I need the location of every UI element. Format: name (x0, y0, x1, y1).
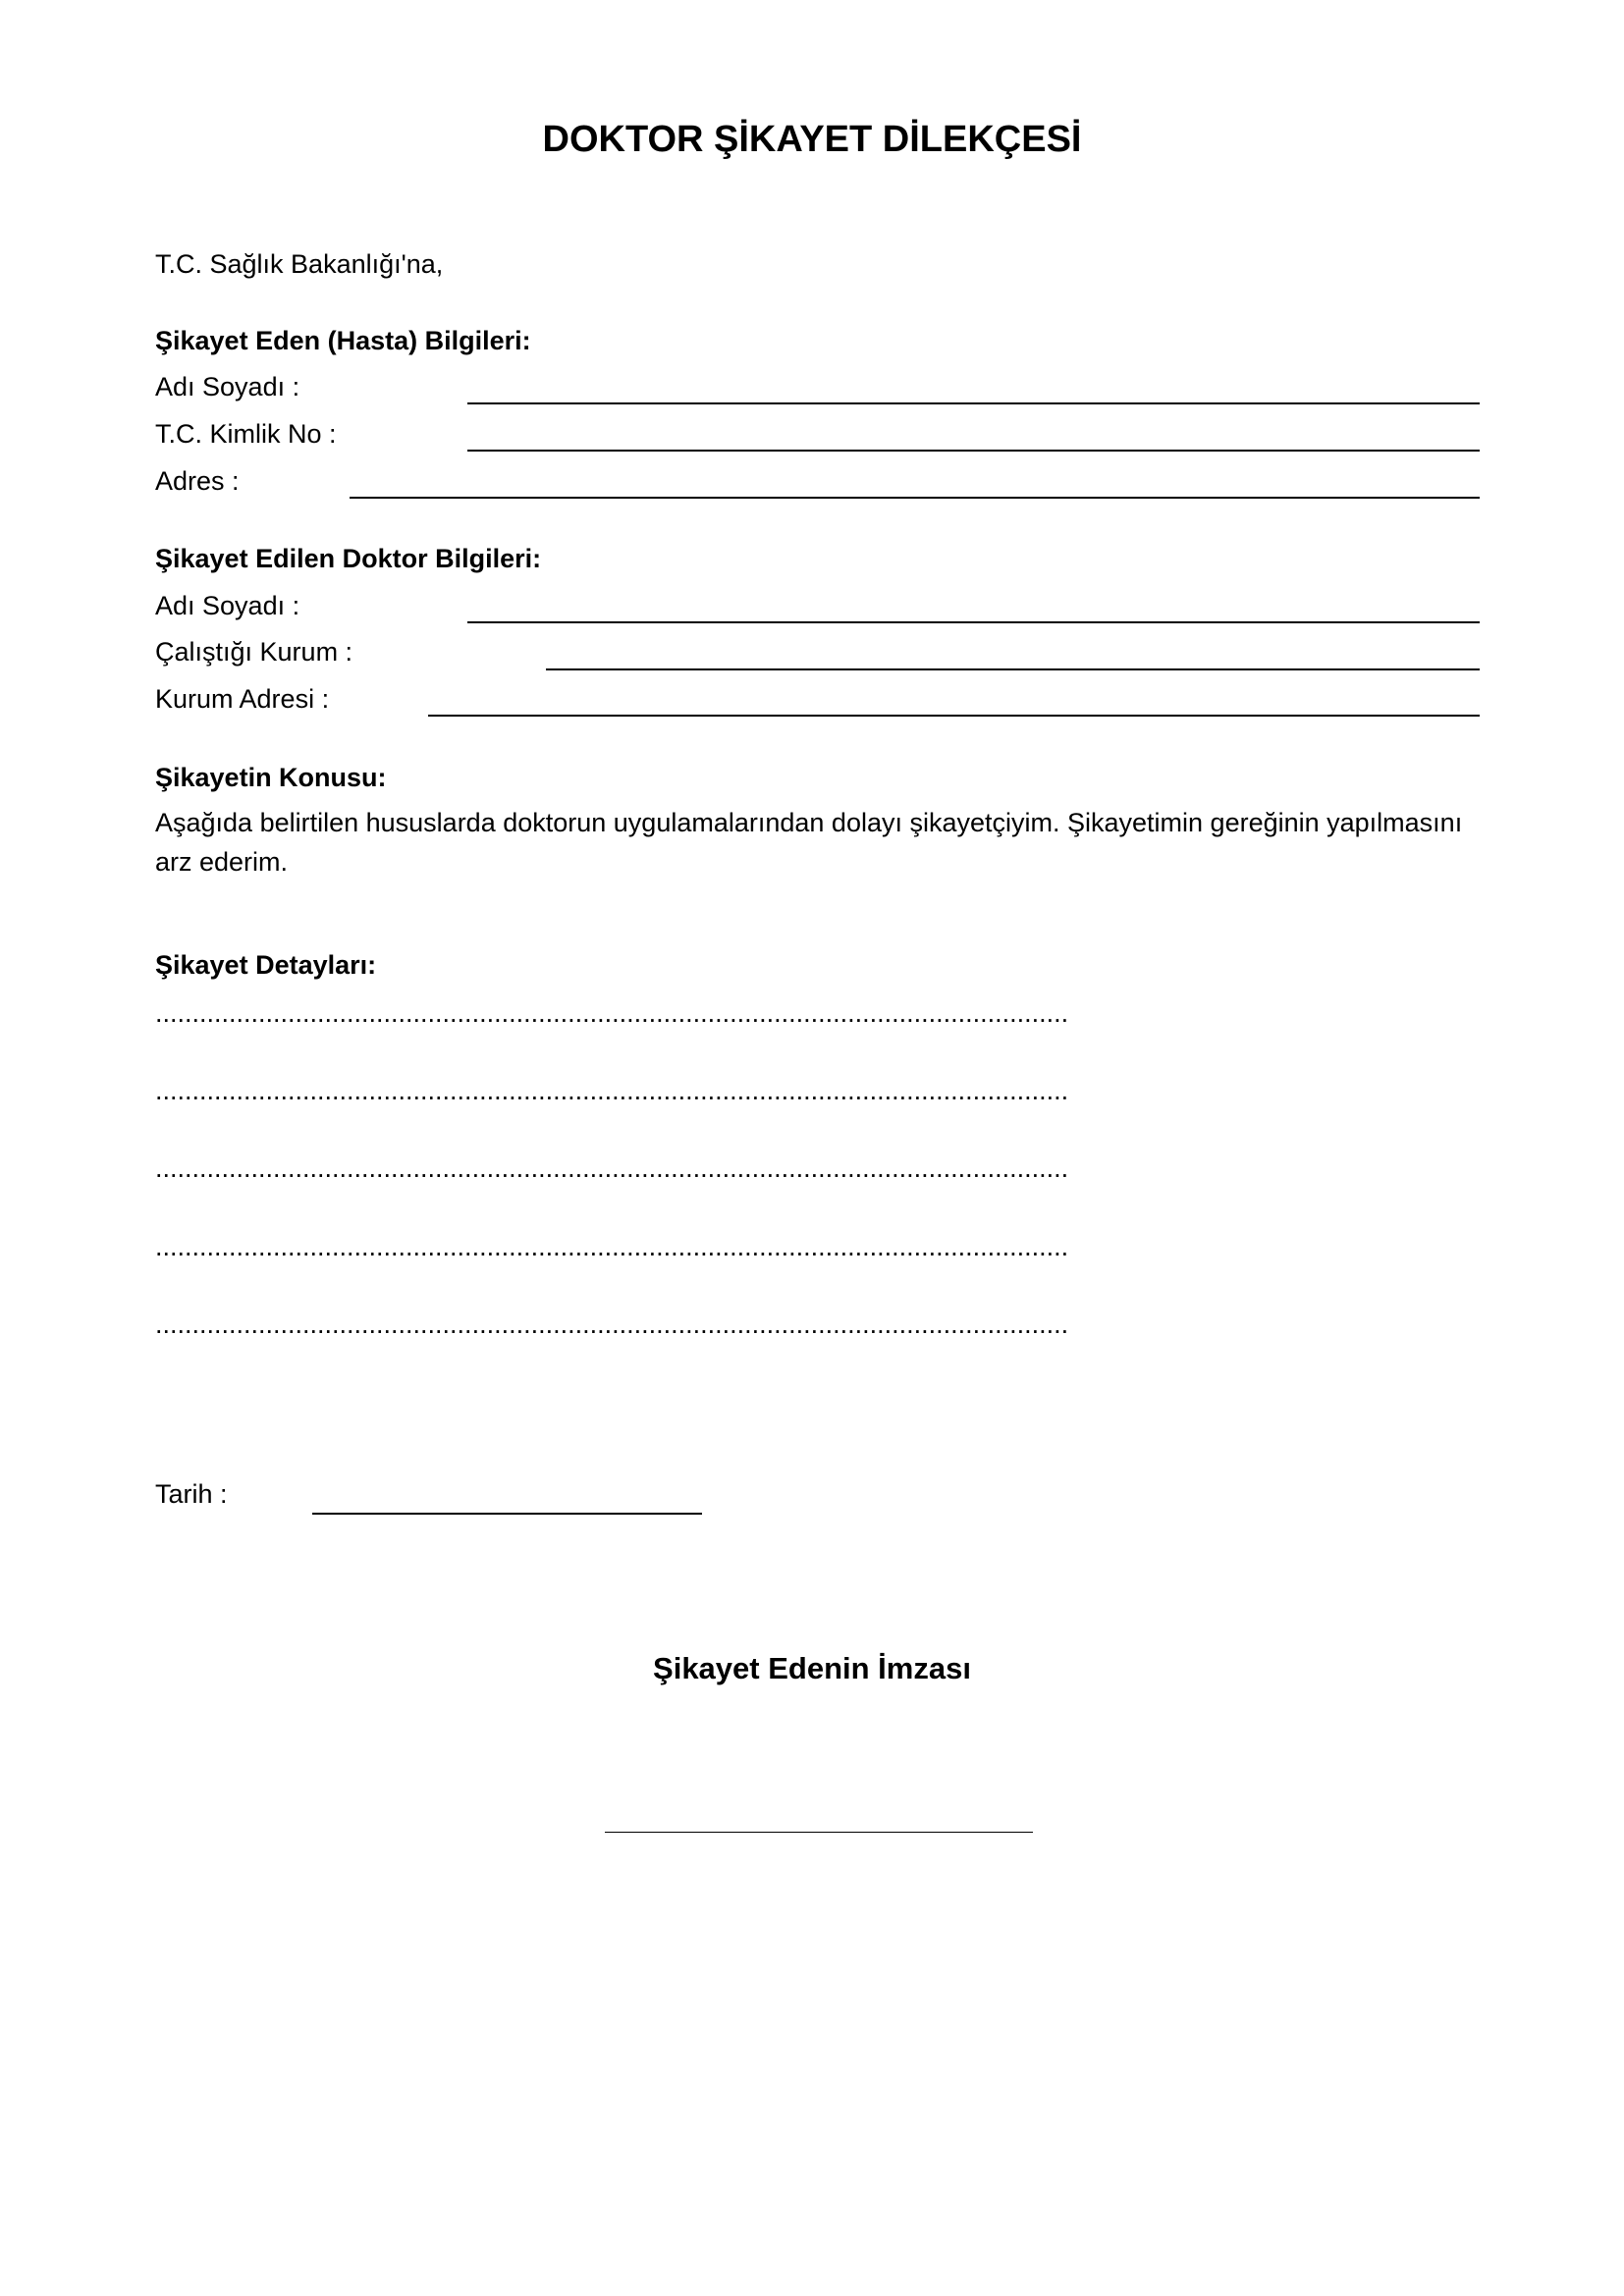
signature-title: Şikayet Edenin İmzası (653, 1651, 971, 1685)
doctor-institution-label: Çalıştığı Kurum : (155, 637, 353, 667)
date-label: Tarih : (155, 1479, 228, 1509)
complainant-name-field[interactable] (467, 402, 1480, 404)
complainant-name-label: Adı Soyadı : (155, 372, 300, 401)
complainant-address-field[interactable] (350, 497, 1480, 499)
doctor-heading: Şikayet Edilen Doktor Bilgileri: (155, 544, 542, 573)
complainant-id-label: T.C. Kimlik No : (155, 419, 337, 449)
details-line[interactable]: ............................................................................................................................ (155, 998, 1069, 1028)
date-field[interactable] (312, 1513, 702, 1515)
complainant-address-label: Adres : (155, 466, 240, 496)
doctor-institution-field[interactable] (546, 668, 1480, 670)
details-line[interactable]: ............................................................................................................................ (155, 1153, 1069, 1183)
details-line[interactable]: ............................................................................................................................ (155, 1309, 1069, 1339)
subject-heading: Şikayetin Konusu: (155, 763, 387, 792)
details-line[interactable]: ............................................................................................................................ (155, 1076, 1069, 1105)
doctor-name-field[interactable] (467, 621, 1480, 623)
details-line[interactable]: ............................................................................................................................ (155, 1232, 1069, 1261)
complainant-id-field[interactable] (467, 450, 1480, 452)
details-heading: Şikayet Detayları: (155, 950, 377, 980)
doctor-name-label: Adı Soyadı : (155, 591, 300, 620)
doctor-institution-address-label: Kurum Adresi : (155, 684, 330, 714)
document-title: DOKTOR ŞİKAYET DİLEKÇESİ (542, 119, 1082, 160)
complainant-heading: Şikayet Eden (Hasta) Bilgileri: (155, 326, 531, 355)
signature-line[interactable] (605, 1832, 1033, 1833)
subject-text: Aşağıda belirtilen hususlarda doktorun uygulamalarından dolayı şikayetçiyim. Şikayetimin gereğinin yapılmasını arz ederim. (155, 808, 1463, 877)
addressee: T.C. Sağlık Bakanlığı'na, (155, 249, 444, 279)
doctor-institution-address-field[interactable] (428, 715, 1480, 717)
